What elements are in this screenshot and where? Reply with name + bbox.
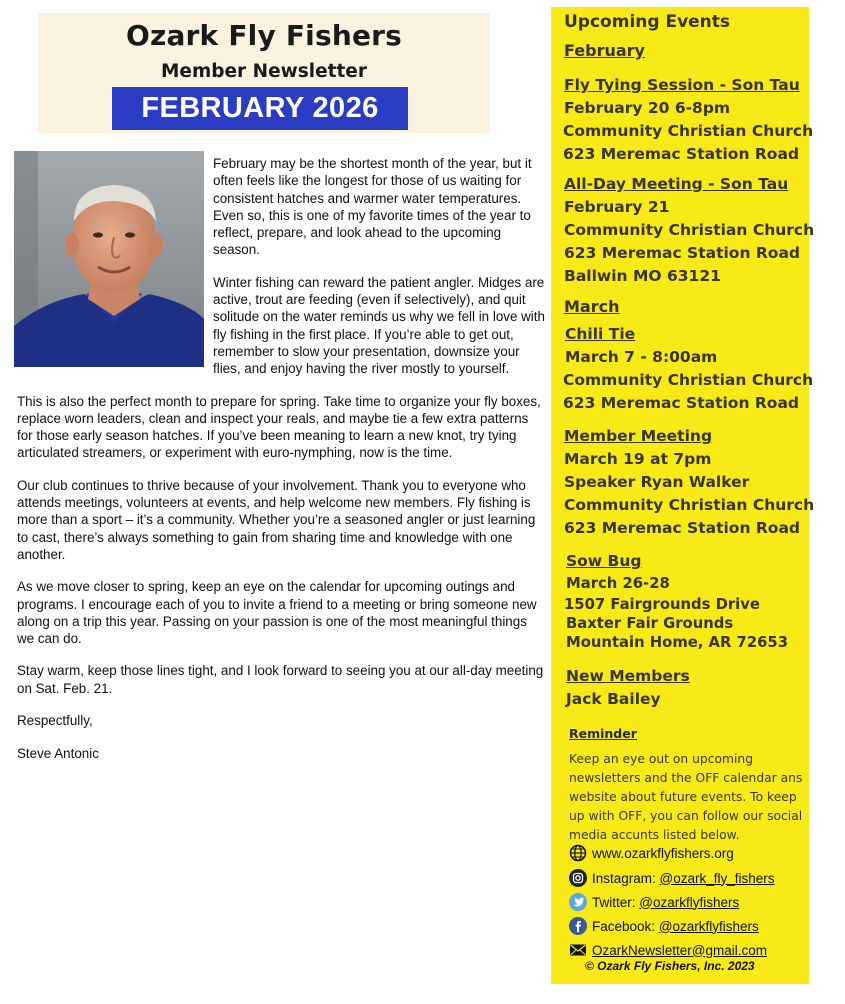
events-sidebar bbox=[551, 7, 815, 984]
event-title-fly-tying[interactable]: Fly Tying Session - Son Tau bbox=[564, 76, 800, 94]
event-city: Ballwin MO 63121 bbox=[564, 267, 721, 285]
author-signature: Steve Antonic bbox=[17, 746, 99, 762]
twitter-icon bbox=[569, 893, 587, 911]
instagram-handle[interactable]: @ozark_fly_fishers bbox=[659, 870, 775, 886]
article-paragraph: This is also the perfect month to prepare for spring. Take time to organize your fly boxes, replace worn leaders, clean and inspect your reals, and maybe tie a few extra patterns for those early season hatches. If you’ve been meaning to learn a new knot, try tying articulated streamers, or experiment with euro-nymphing, now is the time. bbox=[17, 393, 541, 461]
facebook-handle[interactable]: @ozarkflyfishers bbox=[658, 918, 759, 934]
events-heading: Upcoming Events bbox=[564, 12, 731, 32]
event-title-member-meeting[interactable]: Member Meeting bbox=[564, 427, 713, 445]
event-title-sow-bug[interactable]: Sow Bug bbox=[566, 552, 642, 570]
event-date: March 26-28 bbox=[566, 575, 670, 592]
email-link[interactable]: OzarkNewsletter@gmail.com bbox=[592, 942, 767, 958]
event-speaker: Speaker Ryan Walker bbox=[564, 473, 750, 491]
instagram-icon bbox=[569, 869, 587, 887]
issue-month-banner: FEBRUARY 2026 bbox=[112, 87, 408, 130]
event-location: Baxter Fair Grounds bbox=[566, 615, 734, 632]
article-paragraph: February may be the shortest month of the year, but it often feels like the longest for those of us waiting for consistent hatches and warmer water temperatures. Even so, this is one of my favorite times of the year to reflect, prepare, and look ahead to the upcoming season. bbox=[213, 156, 532, 258]
event-address: 623 Meremac Station Road bbox=[563, 145, 800, 163]
twitter-label: Twitter: bbox=[592, 894, 636, 910]
month-heading-february: February bbox=[564, 41, 645, 60]
article-paragraph: Our club continues to thrive because of your involvement. Thank you to everyone who attends meetings, volunteers at events, and help welcome new members. Fly fishing is more than a sport – it’s a community. Whether you’re a seasoned angler or just learning to cast, there’s always something to gain from sharing time and knowledge with one another. bbox=[17, 477, 536, 562]
event-location: Community Christian Church bbox=[563, 371, 814, 389]
facebook-row[interactable] bbox=[569, 917, 759, 935]
globe-icon bbox=[569, 844, 587, 862]
article-paragraph: Winter fishing can reward the patient angler. Midges are active, trout are feeding (even if selectively), and quit solitude on the water reminds us why we fell in love with fly fishing in the first place. If you’re able to get out, remember to slow your presentation, downsize your flies, and enjoy having the river mostly to yourself. bbox=[213, 274, 545, 377]
new-member-name: Jack Bailey bbox=[566, 690, 661, 708]
event-address: 623 Meremac Station Road bbox=[564, 244, 801, 262]
reminder-text: Keep an eye out on upcoming newsletters and the OFF calendar ans website about future events. To keep up with OFF, you can follow our social media accunts listed below. bbox=[569, 752, 803, 842]
new-members-heading: New Members bbox=[566, 667, 690, 685]
event-address: 1507 Fairgrounds Drive bbox=[564, 596, 760, 613]
event-address: 623 Meremac Station Road bbox=[563, 394, 800, 412]
reminder-heading: Reminder bbox=[569, 726, 637, 741]
copyright-notice: © Ozark Fly Fishers, Inc. 2023 bbox=[585, 959, 755, 973]
newsletter-subtitle: Member Newsletter bbox=[161, 61, 367, 82]
event-location: Community Christian Church bbox=[564, 221, 815, 239]
event-title-all-day-meeting[interactable]: All-Day Meeting - Son Tau bbox=[564, 175, 789, 193]
month-heading-march: March bbox=[564, 297, 620, 316]
event-date: February 21 bbox=[564, 198, 670, 216]
envelope-icon bbox=[569, 941, 587, 959]
newsletter-title: Ozark Fly Fishers bbox=[125, 19, 403, 52]
website-row[interactable] bbox=[569, 844, 734, 862]
event-address: 623 Meremac Station Road bbox=[564, 519, 801, 537]
event-location: Community Christian Church bbox=[564, 496, 815, 514]
twitter-handle[interactable]: @ozarkflyfishers bbox=[639, 894, 740, 910]
event-date: March 19 at 7pm bbox=[564, 450, 712, 468]
instagram-row[interactable] bbox=[569, 869, 775, 887]
event-date: March 7 - 8:00am bbox=[565, 348, 718, 366]
facebook-icon bbox=[569, 917, 587, 935]
website-link[interactable]: www.ozarkflyfishers.org bbox=[592, 845, 734, 861]
facebook-label: Facebook: bbox=[592, 918, 656, 934]
twitter-row[interactable] bbox=[569, 893, 739, 911]
instagram-label: Instagram: bbox=[592, 870, 656, 886]
article-paragraph: As we move closer to spring, keep an eye on the calendar for upcoming outings and programs. I encourage each of you to invite a friend to a meeting or bring someone new along on a trip this year. Passing on your passion is one of the most meaningful things we can do. bbox=[17, 579, 537, 647]
event-date: February 20 6-8pm bbox=[564, 99, 731, 117]
president-letter bbox=[17, 155, 547, 778]
event-city: Mountain Home, AR 72653 bbox=[566, 634, 789, 651]
article-paragraph: Stay warm, keep those lines tight, and I look forward to seeing you at our all-day meeting on Sat. Feb. 21. bbox=[17, 663, 544, 696]
event-location: Community Christian Church bbox=[563, 122, 814, 140]
email-row[interactable] bbox=[569, 941, 767, 959]
event-title-chili-tie[interactable]: Chili Tie bbox=[565, 325, 636, 343]
closing-text: Respectfully, bbox=[17, 713, 93, 729]
masthead bbox=[38, 13, 490, 133]
